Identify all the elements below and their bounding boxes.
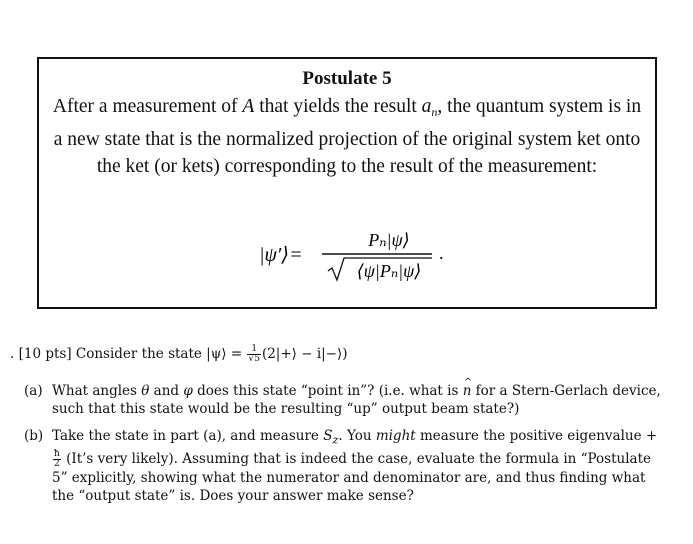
formula-denominator: ⟨ψ|Pₙ|ψ⟩ [356,261,422,281]
postulate-box [37,57,657,309]
part-b-text-4: (It’s very likely). Assuming that is indeed the case, evaluate the formula in “Postulate 5” explicitly, showing what the numerator and denominator are, and thus finding what the “output state” is. Does your answer make sense? [52,450,652,504]
statement-part-1: After a measurement of [52,96,243,117]
formula-graphic [39,219,655,289]
part-b-text-3: measure the positive eigenvalue + [415,428,658,444]
problem-bullet: . [10,346,15,362]
part-b-text-1: Take the state in part (a), and measure [52,428,324,444]
part-a-text-2: and [149,383,184,399]
problem-intro-text: Consider the state |ψ⟩ = [75,346,247,362]
observable-symbol: A [242,96,255,117]
part-a-text-4: for a Stern-Gerlach device, such that this state would be the resulting “up” output beam state?) [52,383,661,417]
problem-intro [10,345,348,364]
part-b-text-2: . You [338,428,376,444]
formula-lhs: |ψ′⟩= [259,244,303,266]
postulate-title: Postulate 5 [302,68,392,89]
statement-part-3: , the quantum system is in a new state that is the normalized projection of the original system ket onto the ket (or kets) corresponding to the result of the measurement: [53,96,642,177]
part-b-marker: (b) [24,428,44,444]
part-a-text [52,382,664,418]
part-a-text-1: What angles [52,383,142,399]
formula-period: . [439,243,444,263]
might-emphasis: might [375,428,416,444]
eigenvalue-numerator: ħ [54,448,60,459]
eigenvalue-denominator: 2 [54,458,60,469]
fraction-denominator: √5 [248,354,260,364]
problem-points: [10 pts] [18,346,72,362]
statement-part-2: that yields the result [254,96,422,117]
normalization-fraction [247,345,260,364]
eigenvalue-fraction [53,450,61,469]
result-symbol: a [421,96,432,117]
theta-symbol: θ [141,383,150,399]
part-a-text-3: does this state “point in”? (i.e. what is [192,383,463,399]
n-hat-symbol: n ^ [463,382,472,400]
result-subscript: n [431,105,438,119]
part-a-marker: (a) [24,383,43,399]
state-expression: (2|+⟩ − i|−⟩) [261,346,348,362]
formula-numerator: Pₙ|ψ⟩ [368,230,410,250]
fraction-numerator: 1 [247,345,260,355]
spin-operator-symbol: S [323,428,333,444]
phi-symbol: φ [183,383,193,399]
postulate-statement [49,93,645,180]
spin-operator-subscript: z [332,433,339,447]
projection-formula [39,219,655,289]
part-b-text [52,427,664,505]
